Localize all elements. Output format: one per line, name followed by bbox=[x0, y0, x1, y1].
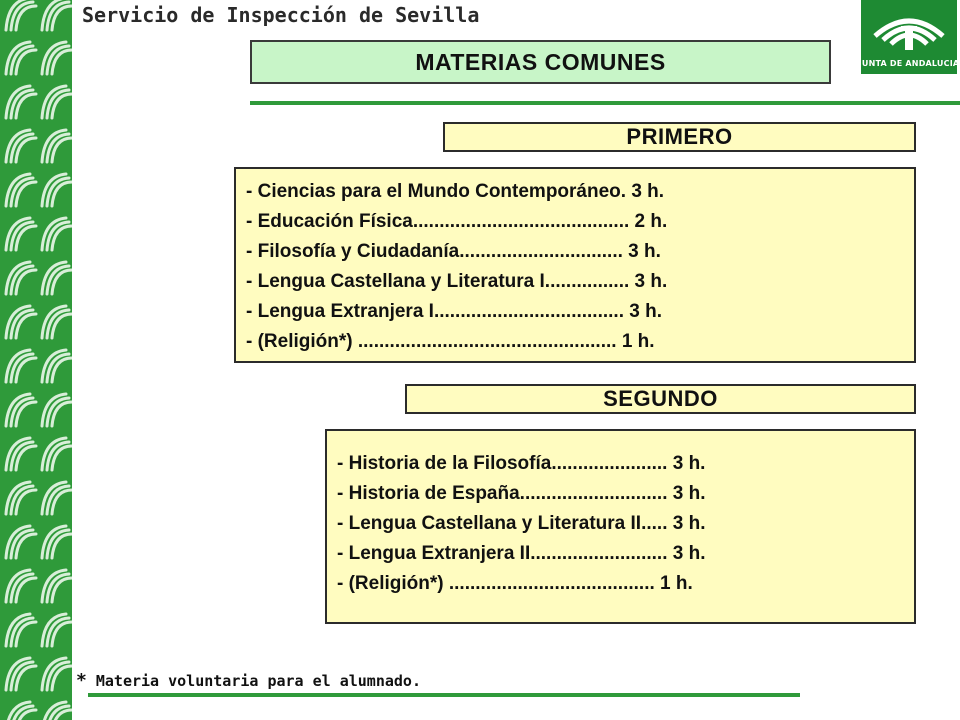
page-header-title: Servicio de Inspección de Sevilla bbox=[82, 3, 480, 27]
section-heading-primero: PRIMERO bbox=[443, 122, 916, 152]
footer-divider bbox=[88, 693, 800, 697]
section-heading-segundo: SEGUNDO bbox=[405, 384, 916, 414]
header-divider bbox=[250, 101, 960, 105]
list-item: - Filosofía y Ciudadanía............................... 3 h. bbox=[246, 241, 661, 262]
list-item: - (Religión*) ................................................. 1 h. bbox=[246, 331, 655, 352]
list-item: - Lengua Castellana y Literatura I................ 3 h. bbox=[246, 271, 668, 292]
footnote-asterisk: * bbox=[76, 670, 87, 691]
subject-list-primero bbox=[234, 167, 916, 363]
logo-text: JUNTA DE ANDALUCIA bbox=[858, 59, 960, 68]
list-item: - Lengua Extranjera II.......................... 3 h. bbox=[337, 543, 706, 564]
list-item: - Historia de la Filosofía...................... 3 h. bbox=[337, 453, 706, 474]
subject-list-segundo bbox=[325, 429, 916, 624]
list-item: - Lengua Castellana y Literatura II..... 3 h. bbox=[337, 513, 706, 534]
list-item: - Educación Física......................................... 2 h. bbox=[246, 211, 668, 232]
list-item: - Historia de España............................ 3 h. bbox=[337, 483, 706, 504]
decorative-sidebar bbox=[0, 0, 72, 720]
junta-de-andalucia-logo-icon bbox=[867, 2, 951, 54]
junta-logo bbox=[858, 0, 960, 74]
leaf-pattern-icon bbox=[0, 0, 72, 720]
footnote-text: Materia voluntaria para el alumnado. bbox=[95, 672, 421, 690]
footnote bbox=[76, 670, 421, 691]
list-item: - (Religión*) ....................................... 1 h. bbox=[337, 573, 693, 594]
list-item: - Ciencias para el Mundo Contemporáneo. 3 h. bbox=[246, 181, 665, 202]
main-title: MATERIAS COMUNES bbox=[250, 40, 831, 84]
list-item: - Lengua Extranjera I.................................... 3 h. bbox=[246, 301, 662, 322]
